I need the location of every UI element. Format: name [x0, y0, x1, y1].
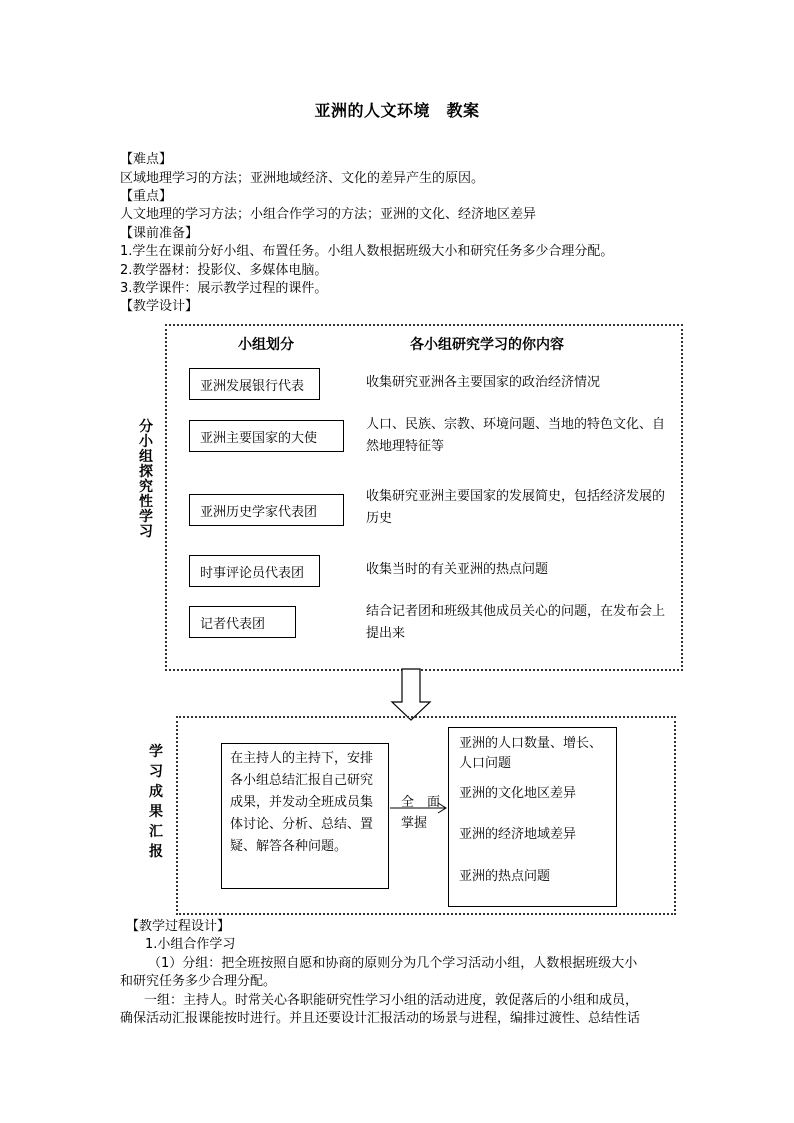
vertical-char: 究 [139, 479, 153, 495]
side-label-results-report [146, 742, 166, 862]
host-summary-box: 在主持人的主持下，安排各小组总结汇报自己研究成果，并发动全班成员集体讨论、分析、总结、置疑、解答各种问题。 [221, 743, 389, 889]
vertical-char: 探 [139, 464, 153, 480]
result-item: 亚洲的人口数量、增长、人口问题 [459, 736, 603, 771]
group-box: 记者代表团 [189, 606, 296, 638]
difficulty-heading: 【难点】 [120, 152, 173, 167]
result-item: 亚洲的热点问题 [459, 869, 551, 884]
teaching-design-heading: 【教学设计】 [120, 299, 199, 314]
col-header-groups: 小组划分 [238, 337, 294, 353]
vertical-char: 报 [149, 844, 163, 860]
paragraph-line: （1）分组：把全班按照自愿和协商的原则分为几个学习活动小组，人数根据班级大小 [148, 956, 638, 971]
side-label-group-study [136, 420, 156, 540]
arrow-label-bottom: 掌握 [401, 816, 428, 831]
result-item: 亚洲的文化地区差异 [459, 786, 577, 801]
results-list-box [448, 727, 617, 907]
group-task: 收集研究亚洲主要国家的发展简史，包括经济发展的历史 [366, 489, 666, 526]
col-header-tasks: 各小组研究学习的你内容 [410, 337, 564, 353]
vertical-char: 分 [139, 419, 153, 435]
key-points-heading: 【重点】 [120, 189, 173, 204]
vertical-char: 小 [139, 434, 153, 450]
preparation-item-2: 2.教学器材：投影仪、多媒体电脑。 [120, 263, 328, 278]
group-box: 时事评论员代表团 [189, 555, 320, 587]
vertical-char: 学 [149, 744, 163, 760]
page-title: 亚洲的人文环境 教案 [314, 101, 480, 120]
vertical-char: 汇 [149, 824, 163, 840]
down-arrow-icon [390, 668, 432, 722]
process-step-1: 1.小组合作学习 [145, 937, 236, 952]
preparation-item-3: 3.教学课件：展示教学过程的课件。 [120, 281, 328, 296]
vertical-char: 成 [149, 784, 163, 800]
key-points-text: 人文地理的学习方法；小组合作学习的方法；亚洲的文化、经济地区差异 [120, 207, 537, 222]
paragraph-line: 确保活动汇报课能按时进行。并且还要设计汇报活动的场景与进程，编排过渡性、总结性话 [120, 1011, 641, 1026]
group-task: 人口、民族、宗教、环境问题、当地的特色文化、自然地理特征等 [366, 417, 666, 454]
preparation-item-1: 1.学生在课前分好小组、布置任务。小组人数根据班级大小和研究任务多少合理分配。 [120, 244, 614, 259]
result-item: 亚洲的经济地域差异 [459, 827, 577, 842]
preparation-heading: 【课前准备】 [120, 226, 199, 241]
vertical-char: 学 [139, 509, 153, 525]
paragraph-line: 和研究任务多少合理分配。 [120, 974, 277, 989]
difficulty-text: 区域地理学习的方法；亚洲地域经济、文化的差异产生的原因。 [120, 171, 485, 186]
group-task: 收集当时的有关亚洲的热点问题 [366, 562, 549, 577]
vertical-char: 习 [139, 524, 153, 540]
group-task: 结合记者团和班级其他成员关心的问题，在发布会上提出来 [366, 604, 666, 641]
group-box: 亚洲主要国家的大使 [189, 420, 344, 452]
vertical-char: 性 [139, 494, 153, 510]
group-box: 亚洲发展银行代表 [189, 368, 320, 400]
paragraph-line: 一组：主持人。时常关心各职能研究性学习小组的活动进度，敦促落后的小组和成员， [144, 993, 639, 1008]
vertical-char: 果 [149, 804, 163, 820]
vertical-char: 组 [139, 449, 153, 465]
vertical-char: 习 [149, 764, 163, 780]
arrow-label-top: 全 面 [401, 795, 441, 810]
group-task: 收集研究亚洲各主要国家的政治经济情况 [366, 375, 601, 390]
process-heading: 【教学过程设计】 [126, 919, 231, 934]
group-box: 亚洲历史学家代表团 [189, 494, 344, 526]
